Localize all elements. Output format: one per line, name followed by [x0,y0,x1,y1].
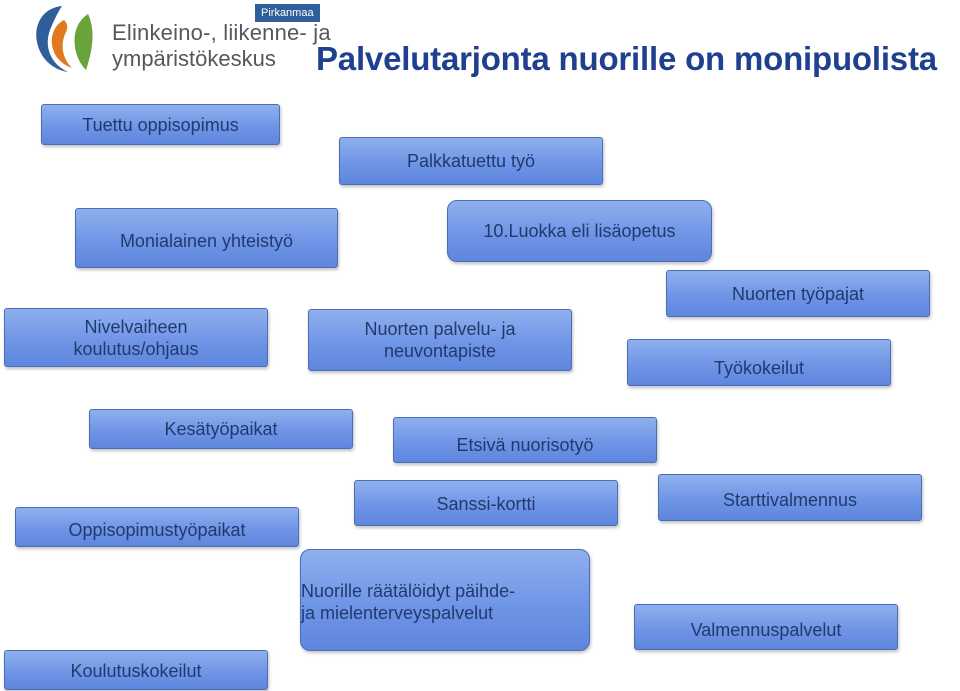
box-label: 10.Luokka eli lisäopetus [483,221,676,241]
box-sanssi-kortti [354,480,618,526]
ely-logo [28,2,331,80]
box-nivelvaihe [4,308,268,367]
box-label: Työkokeilut [713,358,805,378]
box-10-luokka [447,200,712,262]
box-label-line-2: neuvontapiste [383,341,497,361]
box-label-line-1: Nivelvaiheen [84,316,188,337]
box-monialainen-yhteistyo [75,208,338,268]
box-label: Palkkatuettu työ [406,151,536,171]
box-koulutuskokeilut [4,650,268,690]
box-kesatyopaikat [89,409,353,449]
box-palkkatuettu-tyo [339,137,603,185]
box-label: Valmennuspalvelut [690,620,842,640]
box-paihde-mielenterveyspalvelut [300,549,590,651]
box-label: Koulutuskokeilut [70,661,202,681]
box-valmennuspalvelut [634,604,898,650]
box-label-line-1: Nuorille räätälöidyt päihde- [301,581,516,601]
ely-emblem-icon [28,2,98,78]
box-label: Monialainen yhteistyö [119,231,294,251]
box-label: Oppisopimustyöpaikat [68,520,246,540]
logo-region-tag: Pirkanmaa [255,4,320,22]
box-nuorten-tyopajat [666,270,930,317]
box-label-line-2: ja mielenterveyspalvelut [301,603,494,623]
box-label: Kesätyöpaikat [164,419,278,439]
box-label: Starttivalmennus [722,490,858,510]
page-title: Palvelutarjonta nuorille on monipuolista [316,40,937,77]
box-oppisopimustyopaikat [15,507,299,547]
logo-line-2: ympäristökeskus [112,46,276,71]
box-tuettu-oppisopimus [41,104,280,145]
box-starttivalmennus [658,474,922,521]
box-label: Tuettu oppisopimus [82,114,239,135]
box-etsiva-nuorisotyo [393,417,657,463]
box-tyokokeilut [627,339,891,386]
box-label: Nuorten työpajat [731,283,865,304]
box-label-line-2: koulutus/ohjaus [73,338,199,359]
box-label: Etsivä nuorisotyö [456,435,594,455]
logo-line-1: Elinkeino-, liikenne- ja [112,20,331,45]
box-label-line-1: Nuorten palvelu- ja [364,319,516,339]
box-palvelupiste [308,309,572,371]
box-label: Sanssi-kortti [436,494,536,514]
